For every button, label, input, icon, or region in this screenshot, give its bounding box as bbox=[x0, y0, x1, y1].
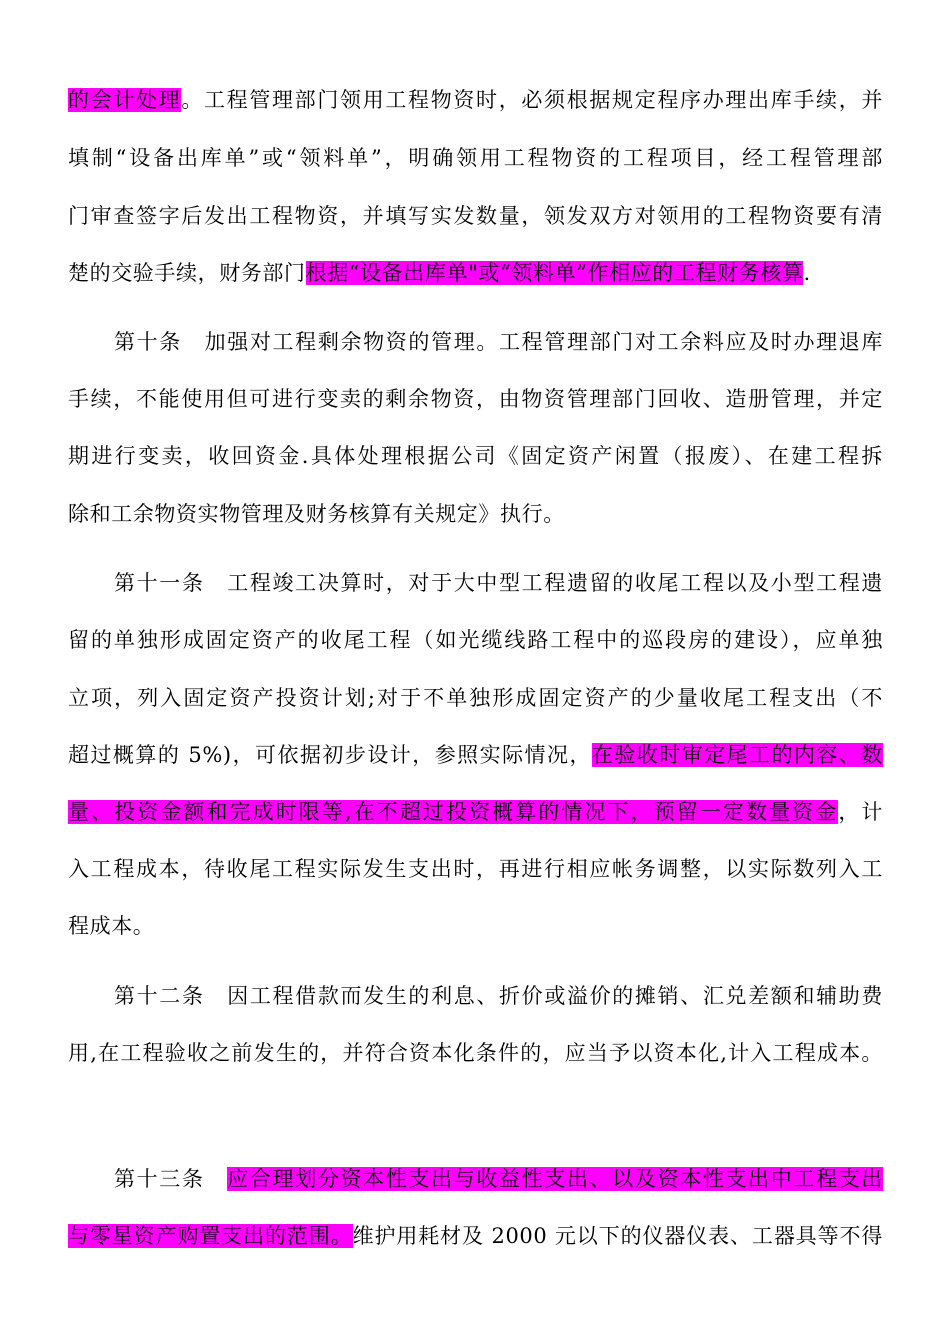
text-segment: 立项，列入固定资产投资计划;对于不单独形成固定资产的少量收尾工程支出（不 bbox=[68, 686, 883, 710]
text-line bbox=[68, 85, 883, 115]
text-line bbox=[68, 258, 883, 288]
text-segment: 程成本。 bbox=[68, 914, 155, 938]
text-segment: . bbox=[803, 261, 811, 285]
text-line bbox=[68, 797, 883, 827]
text-segment: 填制“设备出库单”或“领料单”，明确领用工程物资的工程项目，经工程管理部 bbox=[68, 146, 883, 170]
text-line bbox=[68, 1038, 883, 1068]
text-line bbox=[68, 683, 883, 713]
text-segment: 第十三条 bbox=[114, 1167, 228, 1191]
highlighted-text: 根据“设备出库单"或“领料单”作相应的工程财务核算 bbox=[305, 261, 804, 285]
article-heading-line bbox=[114, 981, 883, 1011]
text-segment: 门审查签字后发出工程物资，并填写实发数量，领发双方对领用的工程物资要有清 bbox=[68, 204, 883, 228]
text-segment: 入工程成本，待收尾工程实际发生支出时，再进行相应帐务调整，以实际数列入工 bbox=[68, 857, 883, 881]
text-line bbox=[68, 441, 883, 471]
text-line bbox=[68, 143, 883, 173]
text-segment: 第十二条 因工程借款而发生的利息、折价或溢价的摊销、汇兑差额和辅助费 bbox=[114, 984, 883, 1008]
text-segment: 超过概算的 5%)，可依据初步设计，参照实际情况， bbox=[68, 743, 592, 767]
text-line bbox=[68, 740, 883, 770]
text-segment: 期进行变卖，收回资金.具体处理根据公司《固定资产闲置（报废）、在建工程拆 bbox=[68, 444, 883, 468]
text-line bbox=[68, 1221, 883, 1251]
article-heading-line bbox=[114, 1164, 883, 1194]
text-segment: 用,在工程验收之前发生的，并符合资本化条件的，应当予以资本化,计入工程成本。 bbox=[68, 1041, 883, 1065]
highlighted-text: 与零星资产购置支出的范围。 bbox=[68, 1224, 353, 1248]
text-segment: ，计 bbox=[838, 800, 884, 824]
article-heading-line bbox=[114, 568, 883, 598]
highlighted-text: 在验收时审定尾工的内容、数 bbox=[591, 743, 883, 767]
text-segment: 第十条 加强对工程剩余物资的管理。工程管理部门对工余料应及时办理退库 bbox=[114, 330, 883, 354]
text-line bbox=[68, 625, 883, 655]
text-line bbox=[68, 201, 883, 231]
text-line bbox=[68, 911, 883, 941]
text-segment: 留的单独形成固定资产的收尾工程（如光缆线路工程中的巡段房的建设），应单独 bbox=[68, 628, 883, 652]
text-segment: 除和工余物资实物管理及财务核算有关规定》执行。 bbox=[68, 502, 565, 526]
highlighted-text: 量、投资金额和完成时限等,在不超过投资概算的情况下，预留一定数量资金 bbox=[68, 800, 839, 824]
highlighted-text: 的会计处理 bbox=[68, 88, 182, 112]
text-line bbox=[68, 854, 883, 884]
highlighted-text: 应合理划分资本性支出与收益性支出、以及资本性支出中工程支出 bbox=[227, 1167, 883, 1191]
text-segment: 手续，不能使用但可进行变卖的剩余物资，由物资管理部门回收、造册管理，并定 bbox=[68, 387, 883, 411]
text-line bbox=[68, 384, 883, 414]
text-segment: 楚的交验手续，财务部门 bbox=[68, 261, 306, 285]
text-segment: 维护用耗材及 2000 元以下的仪器仪表、工器具等不得 bbox=[352, 1224, 883, 1248]
text-line bbox=[68, 499, 883, 529]
article-heading-line bbox=[114, 327, 883, 357]
text-segment: 。工程管理部门领用工程物资时，必须根据规定程序办理出库手续，并 bbox=[181, 88, 883, 112]
text-segment: 第十一条 工程竣工决算时，对于大中型工程遗留的收尾工程以及小型工程遗 bbox=[114, 571, 883, 595]
